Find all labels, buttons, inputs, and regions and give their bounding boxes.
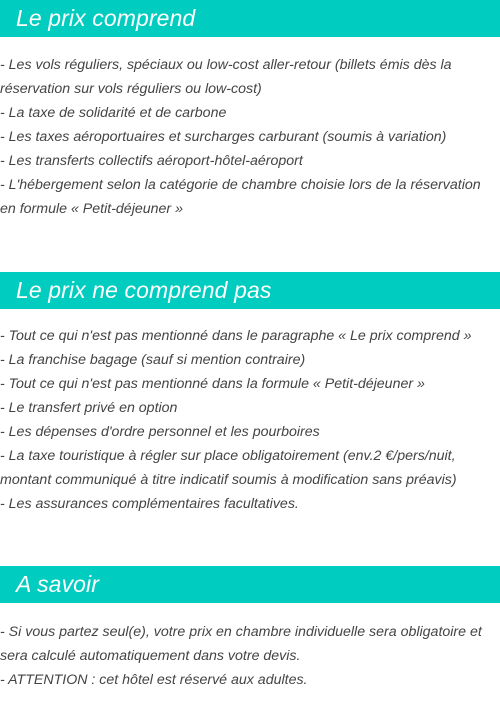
list-item: - Si vous partez seul(e), votre prix en chambre individuelle sera obligatoire et sera calculé automatiquement dans votre devis. (0, 624, 482, 664)
section-header-price-excludes (0, 272, 500, 309)
section-title: Le prix ne comprend pas (16, 277, 272, 303)
list-item: - Les dépenses d'ordre personnel et les pourboires (0, 424, 320, 440)
list-item: - ATTENTION : cet hôtel est réservé aux adultes. (0, 672, 308, 688)
list-item: - La taxe de solidarité et de carbone (0, 105, 227, 121)
list-item: - Les taxes aéroportuaires et surcharges carburant (soumis à variation) (0, 129, 447, 145)
list-item: - Le transfert privé en option (0, 400, 178, 416)
list-item: - Tout ce qui n'est pas mentionné dans la formule « Petit-déjeuner » (0, 376, 425, 392)
section-title: Le prix comprend (16, 5, 196, 31)
section-title: A savoir (16, 571, 100, 597)
section-header-good-to-know (0, 566, 500, 603)
list-item: - L'hébergement selon la catégorie de chambre choisie lors de la réservation en formule « Petit-déjeuner » (0, 177, 481, 217)
list-item: - Les transferts collectifs aéroport-hôtel-aéroport (0, 153, 303, 169)
list-item: - Tout ce qui n'est pas mentionné dans le paragraphe « Le prix comprend » (0, 328, 472, 344)
section-header-price-includes (0, 0, 500, 37)
price-includes-list (0, 53, 500, 221)
price-excludes-list (0, 324, 500, 516)
list-item: - La taxe touristique à régler sur place obligatoirement (env.2 €/pers/nuit, montant communiqué à titre indicatif soumis à modification sans préavis) (0, 448, 457, 488)
good-to-know-list (0, 620, 500, 692)
list-item: - La franchise bagage (sauf si mention contraire) (0, 352, 306, 368)
list-item: - Les assurances complémentaires facultatives. (0, 496, 299, 512)
list-item: - Les vols réguliers, spéciaux ou low-cost aller-retour (billets émis dès la réservation sur vols réguliers ou low-cost) (0, 57, 452, 97)
